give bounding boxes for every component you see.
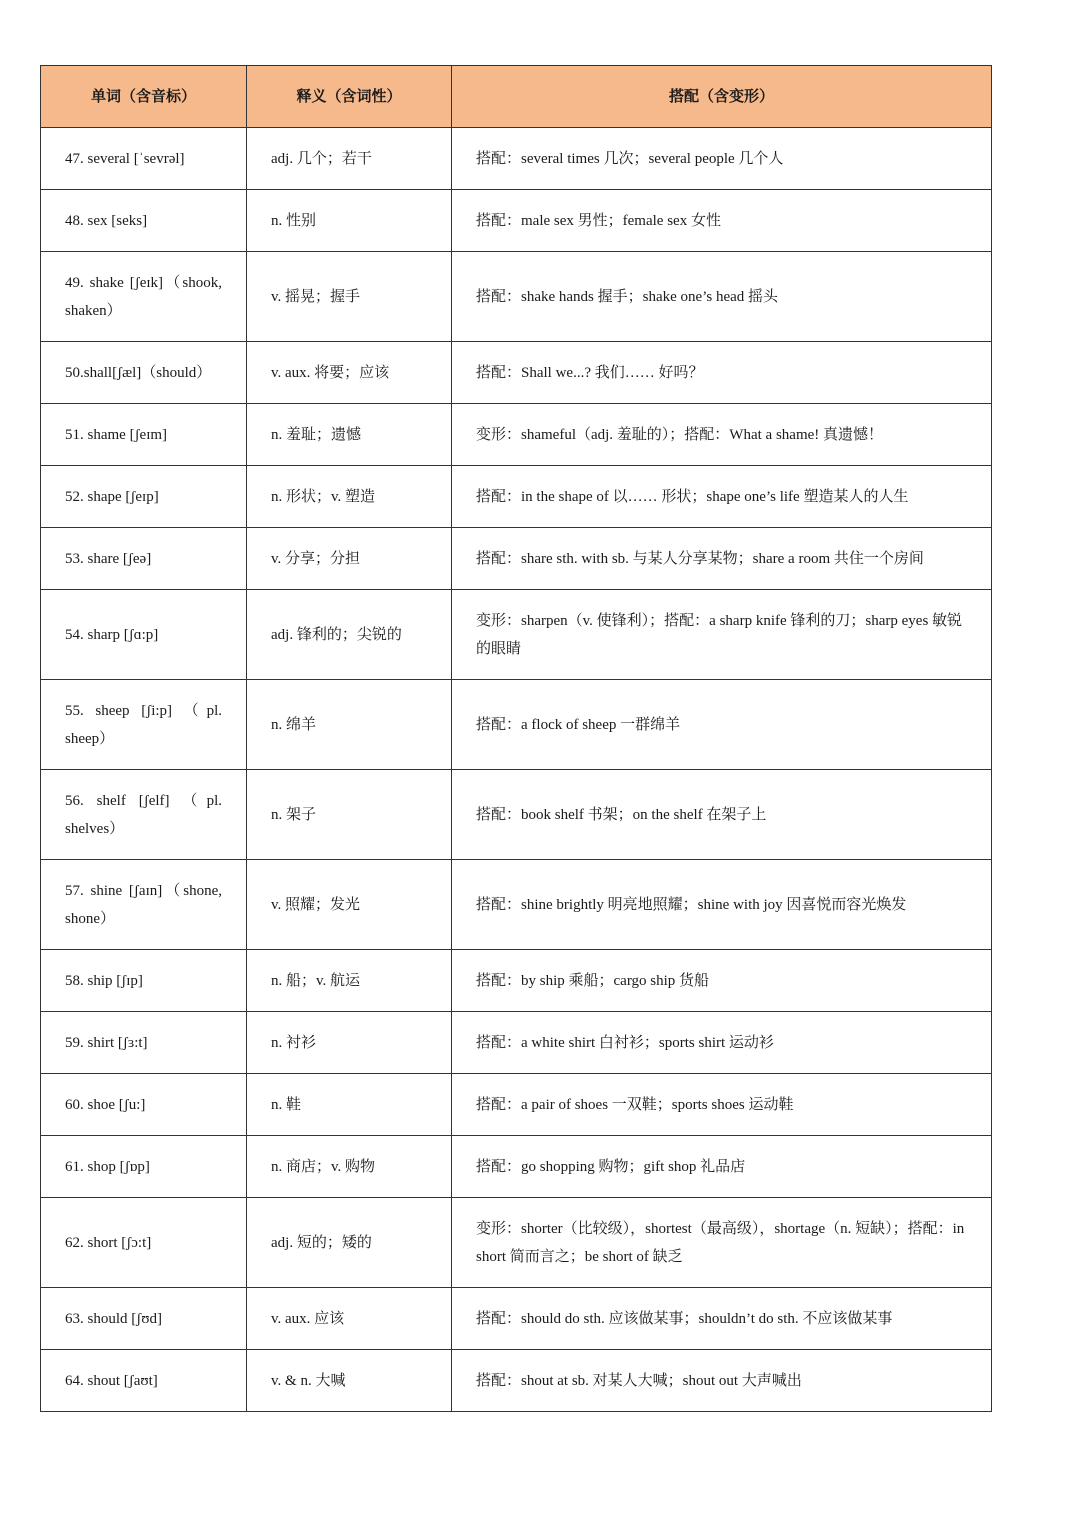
word-cell: 54. sharp [ʃɑ:p] (41, 590, 247, 680)
table-row (41, 1074, 992, 1136)
meaning-cell: n. 架子 (247, 770, 452, 860)
word-cell: 52. shape [ʃeɪp] (41, 466, 247, 528)
usage-cell: 搭配：shine brightly 明亮地照耀；shine with joy 因喜悦而容光焕发 (452, 860, 992, 950)
word-cell: 47. several [ˈsevrəl] (41, 128, 247, 190)
usage-cell: 搭配：a pair of shoes 一双鞋；sports shoes 运动鞋 (452, 1074, 992, 1136)
word-cell: 60. shoe [ʃu:] (41, 1074, 247, 1136)
table-row (41, 860, 992, 950)
usage-cell: 搭配：Shall we...? 我们…… 好吗？ (452, 342, 992, 404)
table-body (41, 128, 992, 1412)
meaning-cell: v. aux. 应该 (247, 1288, 452, 1350)
meaning-cell: n. 形状；v. 塑造 (247, 466, 452, 528)
usage-cell: 搭配：a flock of sheep 一群绵羊 (452, 680, 992, 770)
meaning-cell: n. 商店；v. 购物 (247, 1136, 452, 1198)
meaning-cell: v. & n. 大喊 (247, 1350, 452, 1412)
table-row (41, 770, 992, 860)
table-header (41, 66, 992, 128)
word-cell: 62. short [ʃɔ:t] (41, 1198, 247, 1288)
word-cell: 56. shelf [ʃelf] （pl. shelves） (41, 770, 247, 860)
meaning-cell: n. 性别 (247, 190, 452, 252)
usage-cell: 搭配：go shopping 购物；gift shop 礼品店 (452, 1136, 992, 1198)
table-row (41, 1136, 992, 1198)
meaning-cell: adj. 锋利的；尖锐的 (247, 590, 452, 680)
meaning-cell: v. 摇晃；握手 (247, 252, 452, 342)
table-row (41, 1288, 992, 1350)
usage-cell: 变形：shameful（adj. 羞耻的）；搭配：What a shame! 真遗憾！ (452, 404, 992, 466)
table-row (41, 128, 992, 190)
word-cell: 50.shall[ʃæl]（should） (41, 342, 247, 404)
word-cell: 49. shake [ʃeɪk]（shook, shaken） (41, 252, 247, 342)
table-row (41, 466, 992, 528)
usage-cell: 搭配：several times 几次；several people 几个人 (452, 128, 992, 190)
word-cell: 53. share [ʃeə] (41, 528, 247, 590)
usage-cell: 变形：sharpen（v. 使锋利）；搭配：a sharp knife 锋利的刀；sharp eyes 敏锐的眼睛 (452, 590, 992, 680)
meaning-cell: adj. 短的；矮的 (247, 1198, 452, 1288)
table-row (41, 190, 992, 252)
usage-cell: 搭配：by ship 乘船；cargo ship 货船 (452, 950, 992, 1012)
table-row (41, 1350, 992, 1412)
word-cell: 63. should [ʃʊd] (41, 1288, 247, 1350)
word-cell: 59. shirt [ʃɜ:t] (41, 1012, 247, 1074)
table-row (41, 1012, 992, 1074)
table-row (41, 950, 992, 1012)
word-cell: 48. sex [seks] (41, 190, 247, 252)
usage-cell: 搭配：in the shape of 以…… 形状；shape one’s life 塑造某人的人生 (452, 466, 992, 528)
table-row (41, 404, 992, 466)
meaning-cell: n. 衬衫 (247, 1012, 452, 1074)
word-cell: 55. sheep [ʃi:p] （pl. sheep） (41, 680, 247, 770)
meaning-cell: v. 照耀；发光 (247, 860, 452, 950)
usage-cell: 搭配：should do sth. 应该做某事；shouldn’t do sth. 不应该做某事 (452, 1288, 992, 1350)
table-row (41, 680, 992, 770)
usage-cell: 搭配：a white shirt 白衬衫；sports shirt 运动衫 (452, 1012, 992, 1074)
header-row (41, 66, 992, 128)
table-row (41, 1198, 992, 1288)
word-cell: 58. ship [ʃɪp] (41, 950, 247, 1012)
table-row (41, 528, 992, 590)
header-word: 单词（含音标） (41, 66, 247, 128)
table-row (41, 590, 992, 680)
meaning-cell: v. 分享；分担 (247, 528, 452, 590)
header-meaning: 释义（含词性） (247, 66, 452, 128)
word-cell: 61. shop [ʃɒp] (41, 1136, 247, 1198)
usage-cell: 搭配：share sth. with sb. 与某人分享某物；share a room 共住一个房间 (452, 528, 992, 590)
meaning-cell: v. aux. 将要；应该 (247, 342, 452, 404)
usage-cell: 搭配：book shelf 书架；on the shelf 在架子上 (452, 770, 992, 860)
header-usage: 搭配（含变形） (452, 66, 992, 128)
meaning-cell: n. 船；v. 航运 (247, 950, 452, 1012)
word-cell: 51. shame [ʃeɪm] (41, 404, 247, 466)
usage-cell: 变形：shorter（比较级），shortest（最高级），shortage（n. 短缺）；搭配：in short 简而言之；be short of 缺乏 (452, 1198, 992, 1288)
usage-cell: 搭配：shake hands 握手；shake one’s head 摇头 (452, 252, 992, 342)
meaning-cell: n. 绵羊 (247, 680, 452, 770)
meaning-cell: adj. 几个；若干 (247, 128, 452, 190)
vocabulary-table (40, 65, 992, 1412)
table-row (41, 252, 992, 342)
meaning-cell: n. 鞋 (247, 1074, 452, 1136)
usage-cell: 搭配：male sex 男性；female sex 女性 (452, 190, 992, 252)
word-cell: 64. shout [ʃaʊt] (41, 1350, 247, 1412)
word-cell: 57. shine [ʃaɪn]（shone, shone） (41, 860, 247, 950)
usage-cell: 搭配：shout at sb. 对某人大喊；shout out 大声喊出 (452, 1350, 992, 1412)
meaning-cell: n. 羞耻；遗憾 (247, 404, 452, 466)
table-row (41, 342, 992, 404)
